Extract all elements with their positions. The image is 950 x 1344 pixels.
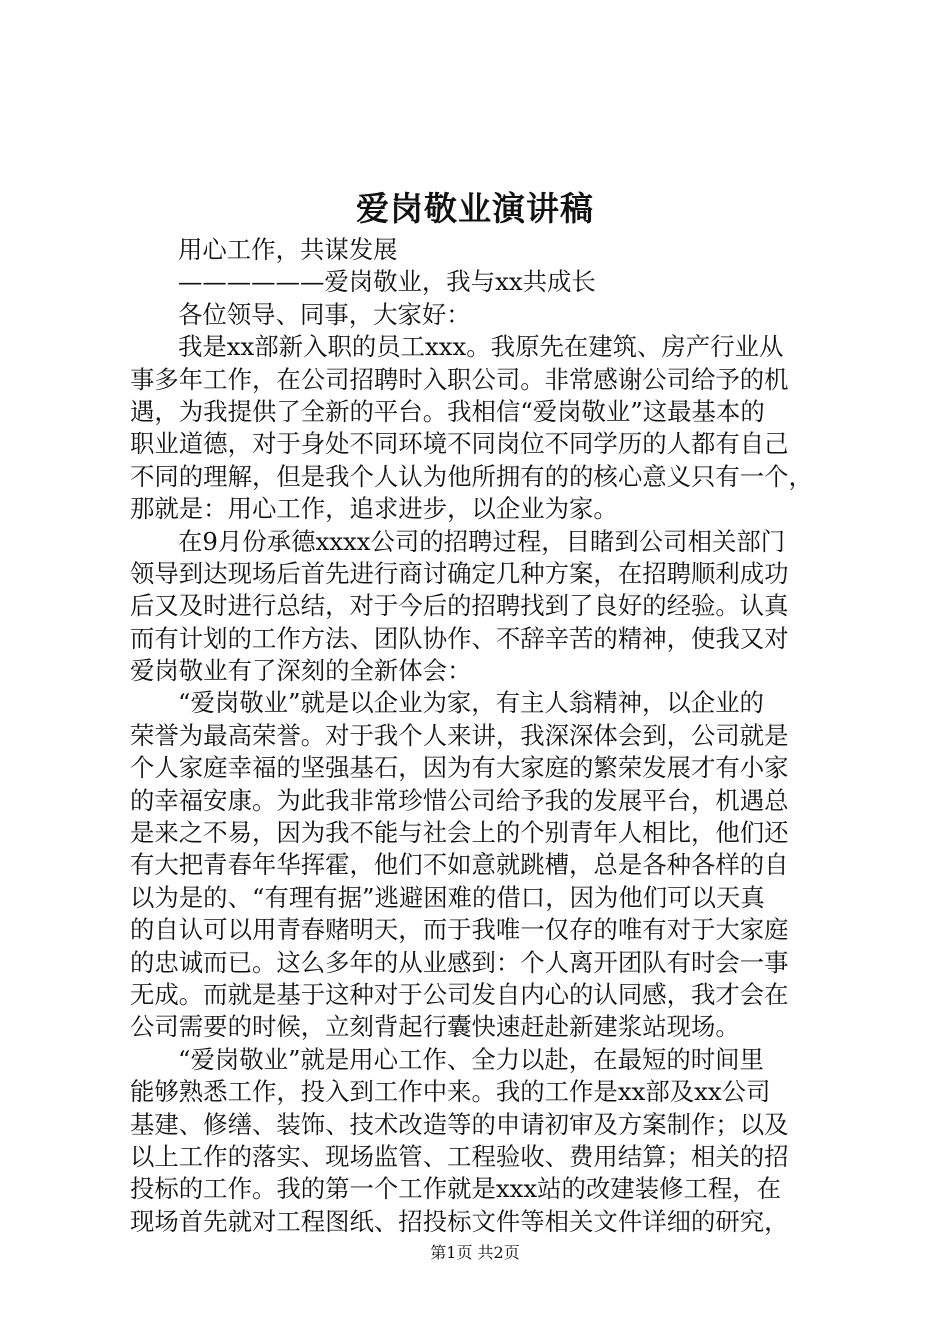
body-line: 爱岗敬业有了深刻的全新体会： — [130, 656, 472, 686]
body-line: 事多年工作，在公司招聘时入职公司。非常感谢公司给予的机 — [130, 364, 789, 394]
body-line: 领导到达现场后首先进行商讨确定几种方案，在招聘顺利成功 — [130, 558, 789, 588]
body-line: 而有计划的工作方法、团队协作、不辞辛苦的精神，使我又对 — [130, 623, 789, 653]
body-line: “爱岗敬业”就是用心工作、全力以赴，在最短的时间里 — [178, 1044, 764, 1074]
body-line: 的忠诚而已。这么多年的从业感到：个人离开团队有时会一事 — [130, 947, 789, 977]
body-line: 在9月份承德xxxx公司的招聘过程，目睹到公司相关部门 — [178, 526, 786, 556]
body-line: 公司需要的时候，立刻背起行囊快速赶赴新建浆站现场。 — [130, 1012, 740, 1042]
body-line: “爱岗敬业”就是以企业为家，有主人翁精神，以企业的 — [178, 688, 764, 718]
body-line: 投标的工作。我的第一个工作就是xxx站的改建装修工程，在 — [130, 1174, 782, 1204]
body-line: 后又及时进行总结，对于今后的招聘找到了良好的经验。认真 — [130, 591, 789, 621]
body-line: 现场首先就对工程图纸、招投标文件等相关文件详细的研究， — [130, 1206, 789, 1236]
body-line: 以为是的、“有理有据”逃避困难的借口，因为他们可以天真 — [130, 882, 765, 912]
body-line: ——————爱岗敬业，我与xx共成长 — [178, 267, 596, 297]
body-line: 无成。而就是基于这种对于公司发自内心的认同感，我才会在 — [130, 979, 789, 1009]
body-line: 那就是：用心工作，追求进步，以企业为家。 — [130, 494, 618, 524]
body-line: 不同的理解，但是我个人认为他所拥有的的核心意义只有一个， — [130, 461, 813, 491]
body-line: 是来之不易，因为我不能与社会上的个别青年人相比，他们还 — [130, 818, 789, 848]
document-body — [130, 234, 832, 1238]
body-line: 个人家庭幸福的坚强基石，因为有大家庭的繁荣发展才有小家 — [130, 753, 789, 783]
body-line: 职业道德，对于身处不同环境不同岗位不同学历的人都有自己 — [130, 429, 789, 459]
body-line: 遇，为我提供了全新的平台。我相信“爱岗敬业”这最基本的 — [130, 396, 765, 426]
body-line: 各位领导、同事，大家好： — [178, 299, 471, 329]
body-line: 用心工作，共谋发展 — [178, 235, 398, 264]
body-line: 荣誉为最高荣誉。对于我个人来讲，我深深体会到，公司就是 — [130, 720, 789, 750]
body-line: 我是xx部新入职的员工xxx。我原先在建筑、房产行业从 — [178, 332, 784, 362]
body-line: 能够熟悉工作，投入到工作中来。我的工作是xx部及xx公司 — [130, 1077, 771, 1107]
body-line: 的幸福安康。为此我非常珍惜公司给予我的发展平台，机遇总 — [130, 785, 789, 815]
body-line: 的自认可以用青春赌明天，而于我唯一仅存的唯有对于大家庭 — [130, 915, 789, 945]
body-line: 基建、修缮、装饰、技术改造等的申请初审及方案制作；以及 — [130, 1109, 789, 1139]
page-footer: 第1页 共2页 — [430, 1243, 520, 1262]
body-line: 有大把青春年华挥霍，他们不如意就跳槽，总是各种各样的自 — [130, 850, 789, 880]
document-title: 爱岗敬业演讲稿 — [356, 189, 594, 228]
body-line: 以上工作的落实、现场监管、工程验收、费用结算；相关的招 — [130, 1141, 789, 1171]
